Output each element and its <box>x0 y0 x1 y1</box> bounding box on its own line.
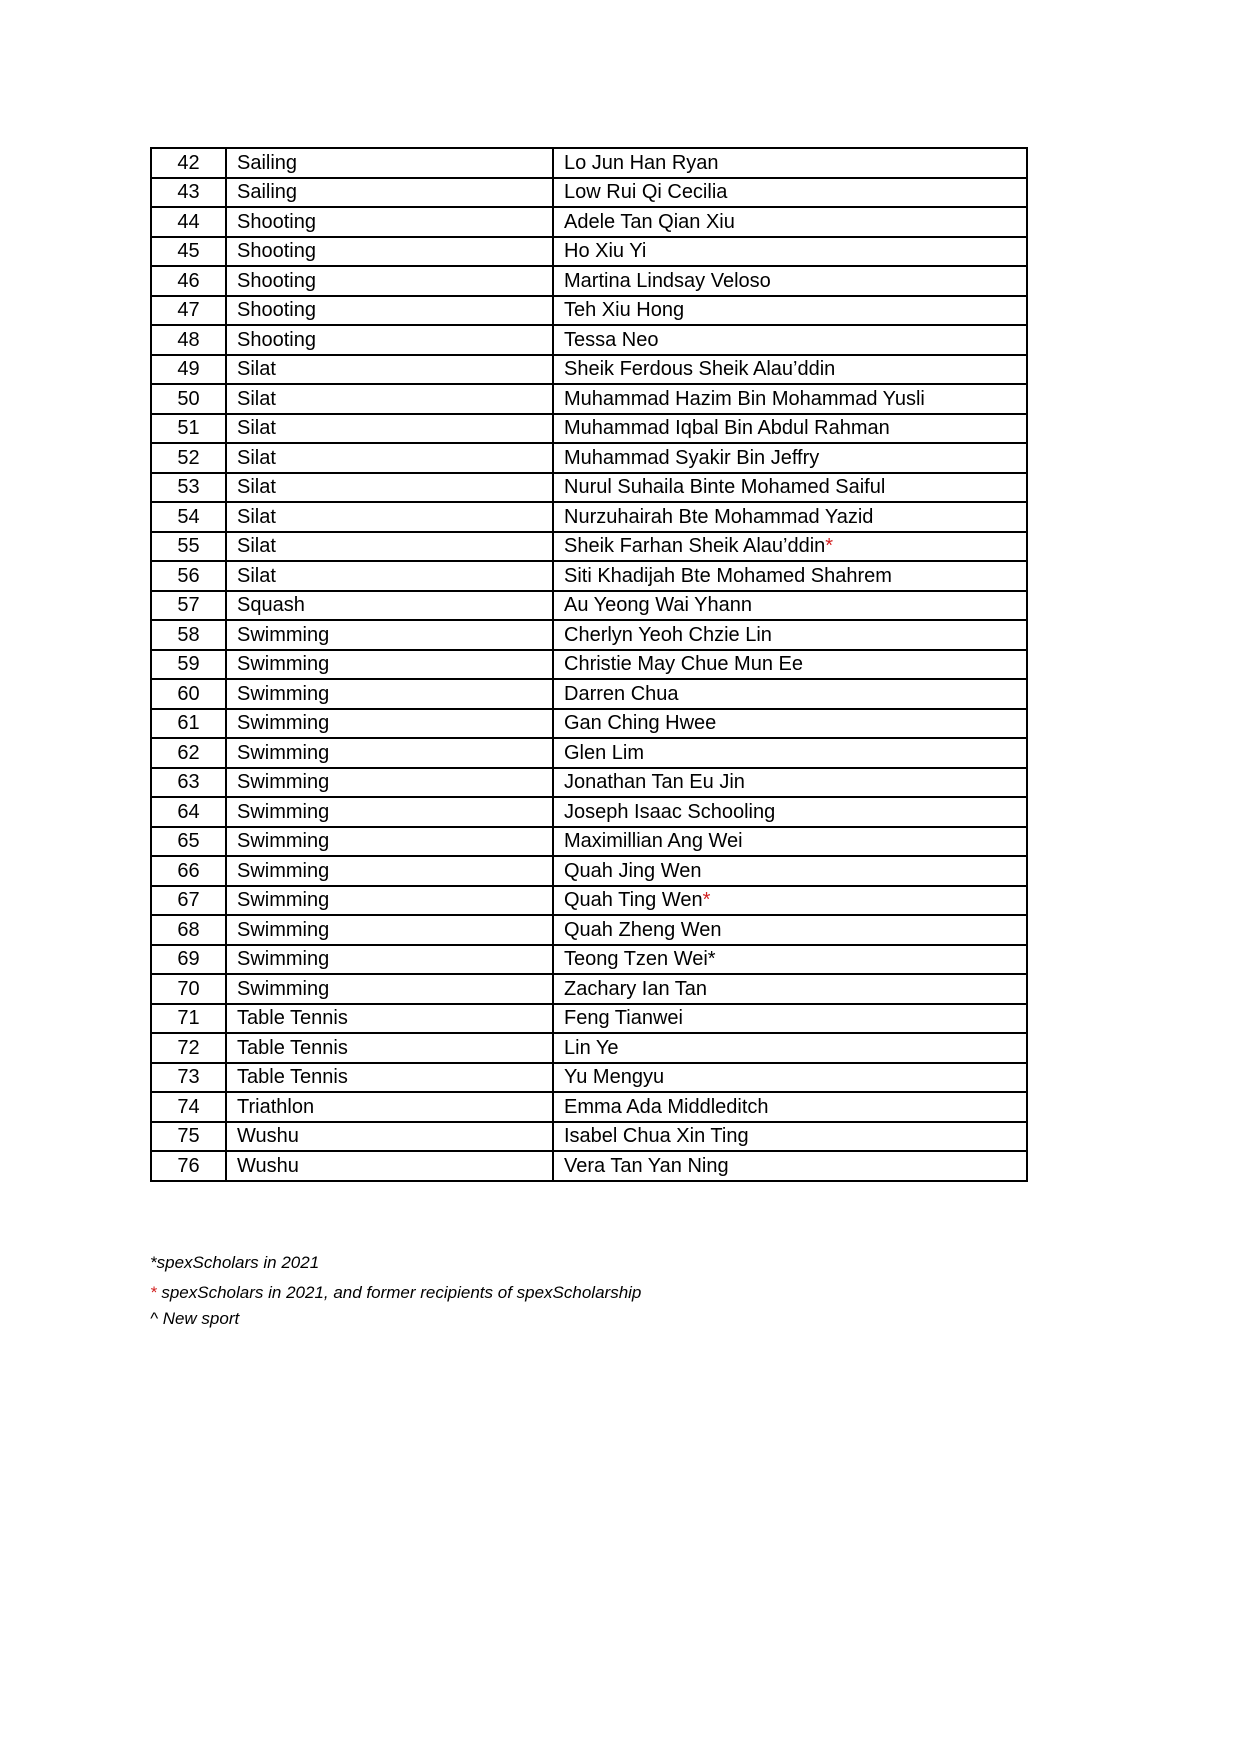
row-sport: Swimming <box>226 915 553 945</box>
row-number: 46 <box>151 266 226 296</box>
row-athlete-name <box>553 1092 1027 1122</box>
table-row <box>151 591 1027 621</box>
row-sport: Swimming <box>226 827 553 857</box>
athlete-name-text: Joseph Isaac Schooling <box>564 800 776 823</box>
row-athlete-name <box>553 1151 1027 1181</box>
row-sport: Shooting <box>226 207 553 237</box>
row-number: 54 <box>151 502 226 532</box>
row-number: 66 <box>151 856 226 886</box>
row-athlete-name <box>553 296 1027 326</box>
row-sport: Swimming <box>226 974 553 1004</box>
row-athlete-name <box>553 974 1027 1004</box>
row-number: 60 <box>151 679 226 709</box>
athlete-name-text: Quah Zheng Wen <box>564 918 722 941</box>
row-number: 58 <box>151 620 226 650</box>
table-row <box>151 473 1027 503</box>
row-sport: Swimming <box>226 886 553 916</box>
row-sport: Silat <box>226 414 553 444</box>
athlete-name-text: Muhammad Iqbal Bin Abdul Rahman <box>564 417 890 440</box>
footnote-mark-black: * <box>150 1253 157 1272</box>
scholar-table <box>150 147 1028 1182</box>
row-sport: Silat <box>226 561 553 591</box>
row-athlete-name <box>553 591 1027 621</box>
footnote-text: spexScholars in 2021, and former recipients of spexScholarship <box>156 1283 642 1302</box>
athlete-name-text: Siti Khadijah Bte Mohamed Shahrem <box>564 564 892 587</box>
row-sport: Shooting <box>226 296 553 326</box>
row-number: 73 <box>151 1063 226 1093</box>
row-number: 43 <box>151 178 226 208</box>
table-row <box>151 207 1027 237</box>
scholar-mark: * <box>707 948 716 971</box>
row-athlete-name <box>553 207 1027 237</box>
row-athlete-name <box>553 384 1027 414</box>
athlete-name-text: Feng Tianwei <box>564 1007 683 1030</box>
scholar-table-body <box>151 148 1027 1181</box>
row-sport: Swimming <box>226 797 553 827</box>
athlete-name-text: Lo Jun Han Ryan <box>564 151 719 174</box>
row-sport: Sailing <box>226 178 553 208</box>
row-sport: Swimming <box>226 620 553 650</box>
row-number: 57 <box>151 591 226 621</box>
row-sport: Sailing <box>226 148 553 178</box>
row-athlete-name <box>553 443 1027 473</box>
athlete-name-text: Teh Xiu Hong <box>564 299 685 322</box>
row-number: 65 <box>151 827 226 857</box>
athlete-name-text: Adele Tan Qian Xiu <box>564 210 735 233</box>
row-sport: Squash <box>226 591 553 621</box>
row-number: 75 <box>151 1122 226 1152</box>
row-athlete-name <box>553 266 1027 296</box>
table-row <box>151 1122 1027 1152</box>
row-athlete-name <box>553 768 1027 798</box>
row-sport: Silat <box>226 443 553 473</box>
row-athlete-name <box>553 1122 1027 1152</box>
athlete-name-text: Quah Jing Wen <box>564 859 702 882</box>
athlete-name-text: Ho Xiu Yi <box>564 240 647 263</box>
row-number: 64 <box>151 797 226 827</box>
row-athlete-name <box>553 355 1027 385</box>
row-number: 48 <box>151 325 226 355</box>
row-athlete-name <box>553 650 1027 680</box>
row-number: 59 <box>151 650 226 680</box>
athlete-name-text: Tessa Neo <box>564 328 659 351</box>
row-number: 47 <box>151 296 226 326</box>
footnote-red-asterisk <box>150 1283 641 1309</box>
footnote-text: spexScholars in 2021 <box>156 1253 320 1272</box>
row-sport: Table Tennis <box>226 1063 553 1093</box>
table-row <box>151 355 1027 385</box>
row-athlete-name <box>553 237 1027 267</box>
table-row <box>151 768 1027 798</box>
row-number: 63 <box>151 768 226 798</box>
table-row <box>151 797 1027 827</box>
row-athlete-name <box>553 679 1027 709</box>
row-sport: Wushu <box>226 1122 553 1152</box>
athlete-name-text: Isabel Chua Xin Ting <box>564 1125 749 1148</box>
table-row <box>151 414 1027 444</box>
athlete-name-text: Sheik Farhan Sheik Alau’ddin <box>564 535 826 558</box>
row-number: 49 <box>151 355 226 385</box>
row-athlete-name <box>553 148 1027 178</box>
table-row <box>151 384 1027 414</box>
table-row <box>151 532 1027 562</box>
row-sport: Silat <box>226 355 553 385</box>
row-athlete-name <box>553 473 1027 503</box>
athlete-name-text: Maximillian Ang Wei <box>564 830 743 853</box>
row-athlete-name <box>553 797 1027 827</box>
table-row <box>151 178 1027 208</box>
row-number: 56 <box>151 561 226 591</box>
athlete-name-text: Muhammad Hazim Bin Mohammad Yusli <box>564 387 925 410</box>
row-sport: Swimming <box>226 768 553 798</box>
athlete-name-text: Martina Lindsay Veloso <box>564 269 771 292</box>
row-sport: Swimming <box>226 738 553 768</box>
row-athlete-name <box>553 1004 1027 1034</box>
row-athlete-name <box>553 414 1027 444</box>
row-sport: Wushu <box>226 1151 553 1181</box>
row-sport: Swimming <box>226 945 553 975</box>
table-row <box>151 738 1027 768</box>
row-sport: Shooting <box>226 237 553 267</box>
table-row <box>151 502 1027 532</box>
row-athlete-name <box>553 178 1027 208</box>
footnote-black-asterisk <box>150 1253 641 1283</box>
table-row <box>151 443 1027 473</box>
footnote-new-sport <box>150 1309 641 1333</box>
athlete-name-text: Darren Chua <box>564 682 679 705</box>
row-number: 61 <box>151 709 226 739</box>
athlete-name-text: Muhammad Syakir Bin Jeffry <box>564 446 820 469</box>
row-number: 53 <box>151 473 226 503</box>
footnote-mark-red: * <box>150 1283 157 1302</box>
row-sport: Silat <box>226 532 553 562</box>
athlete-name-text: Cherlyn Yeoh Chzie Lin <box>564 623 772 646</box>
table-row <box>151 827 1027 857</box>
row-sport: Table Tennis <box>226 1033 553 1063</box>
row-number: 44 <box>151 207 226 237</box>
row-number: 51 <box>151 414 226 444</box>
footnotes <box>150 1253 641 1333</box>
row-number: 62 <box>151 738 226 768</box>
athlete-name-text: Sheik Ferdous Sheik Alau’ddin <box>564 358 836 381</box>
row-sport: Silat <box>226 473 553 503</box>
athlete-name-text: Low Rui Qi Cecilia <box>564 181 728 204</box>
table-row <box>151 945 1027 975</box>
row-sport: Shooting <box>226 325 553 355</box>
table-row <box>151 148 1027 178</box>
athlete-name-text: Quah Ting Wen <box>564 889 703 912</box>
footnote-text: ^ New sport <box>150 1309 240 1328</box>
row-athlete-name <box>553 620 1027 650</box>
athlete-name-text: Au Yeong Wai Yhann <box>564 594 752 617</box>
athlete-name-text: Vera Tan Yan Ning <box>564 1154 729 1177</box>
row-athlete-name <box>553 1033 1027 1063</box>
row-athlete-name <box>553 886 1027 916</box>
athlete-name-text: Yu Mengyu <box>564 1066 665 1089</box>
row-sport: Triathlon <box>226 1092 553 1122</box>
row-sport: Swimming <box>226 856 553 886</box>
table-row <box>151 679 1027 709</box>
row-athlete-name <box>553 827 1027 857</box>
row-number: 50 <box>151 384 226 414</box>
row-number: 76 <box>151 1151 226 1181</box>
athlete-name-text: Emma Ada Middleditch <box>564 1095 769 1118</box>
table-row <box>151 325 1027 355</box>
row-sport: Swimming <box>226 709 553 739</box>
row-sport: Swimming <box>226 650 553 680</box>
row-athlete-name <box>553 1063 1027 1093</box>
row-number: 69 <box>151 945 226 975</box>
table-row <box>151 1151 1027 1181</box>
table-row <box>151 237 1027 267</box>
table-row <box>151 1092 1027 1122</box>
row-number: 72 <box>151 1033 226 1063</box>
table-row <box>151 886 1027 916</box>
row-number: 68 <box>151 915 226 945</box>
table-row <box>151 709 1027 739</box>
row-number: 74 <box>151 1092 226 1122</box>
row-sport: Silat <box>226 384 553 414</box>
athlete-name-text: Lin Ye <box>564 1036 619 1059</box>
table-row <box>151 266 1027 296</box>
table-row <box>151 561 1027 591</box>
row-athlete-name <box>553 945 1027 975</box>
athlete-name-text: Nurul Suhaila Binte Mohamed Saiful <box>564 476 886 499</box>
row-number: 55 <box>151 532 226 562</box>
table-row <box>151 856 1027 886</box>
athlete-name-text: Christie May Chue Mun Ee <box>564 653 803 676</box>
row-sport: Shooting <box>226 266 553 296</box>
athlete-name-text: Jonathan Tan Eu Jin <box>564 771 745 794</box>
row-number: 45 <box>151 237 226 267</box>
table-row <box>151 1004 1027 1034</box>
table-row <box>151 296 1027 326</box>
row-athlete-name <box>553 532 1027 562</box>
scholar-mark: * <box>825 535 834 558</box>
scholar-mark: * <box>702 889 711 912</box>
athlete-name-text: Gan Ching Hwee <box>564 712 717 735</box>
table-row <box>151 650 1027 680</box>
row-athlete-name <box>553 325 1027 355</box>
row-sport: Silat <box>226 502 553 532</box>
row-athlete-name <box>553 856 1027 886</box>
table-row <box>151 1063 1027 1093</box>
row-athlete-name <box>553 915 1027 945</box>
table-row <box>151 1033 1027 1063</box>
row-sport: Table Tennis <box>226 1004 553 1034</box>
table-row <box>151 974 1027 1004</box>
row-number: 52 <box>151 443 226 473</box>
table-row <box>151 620 1027 650</box>
athlete-name-text: Zachary Ian Tan <box>564 977 708 1000</box>
row-athlete-name <box>553 502 1027 532</box>
row-athlete-name <box>553 561 1027 591</box>
row-number: 67 <box>151 886 226 916</box>
row-number: 71 <box>151 1004 226 1034</box>
row-number: 42 <box>151 148 226 178</box>
row-sport: Swimming <box>226 679 553 709</box>
athlete-name-text: Nurzuhairah Bte Mohammad Yazid <box>564 505 874 528</box>
row-athlete-name <box>553 709 1027 739</box>
athlete-name-text: Glen Lim <box>564 741 645 764</box>
row-number: 70 <box>151 974 226 1004</box>
athlete-name-text: Teong Tzen Wei <box>564 948 708 971</box>
row-athlete-name <box>553 738 1027 768</box>
table-row <box>151 915 1027 945</box>
